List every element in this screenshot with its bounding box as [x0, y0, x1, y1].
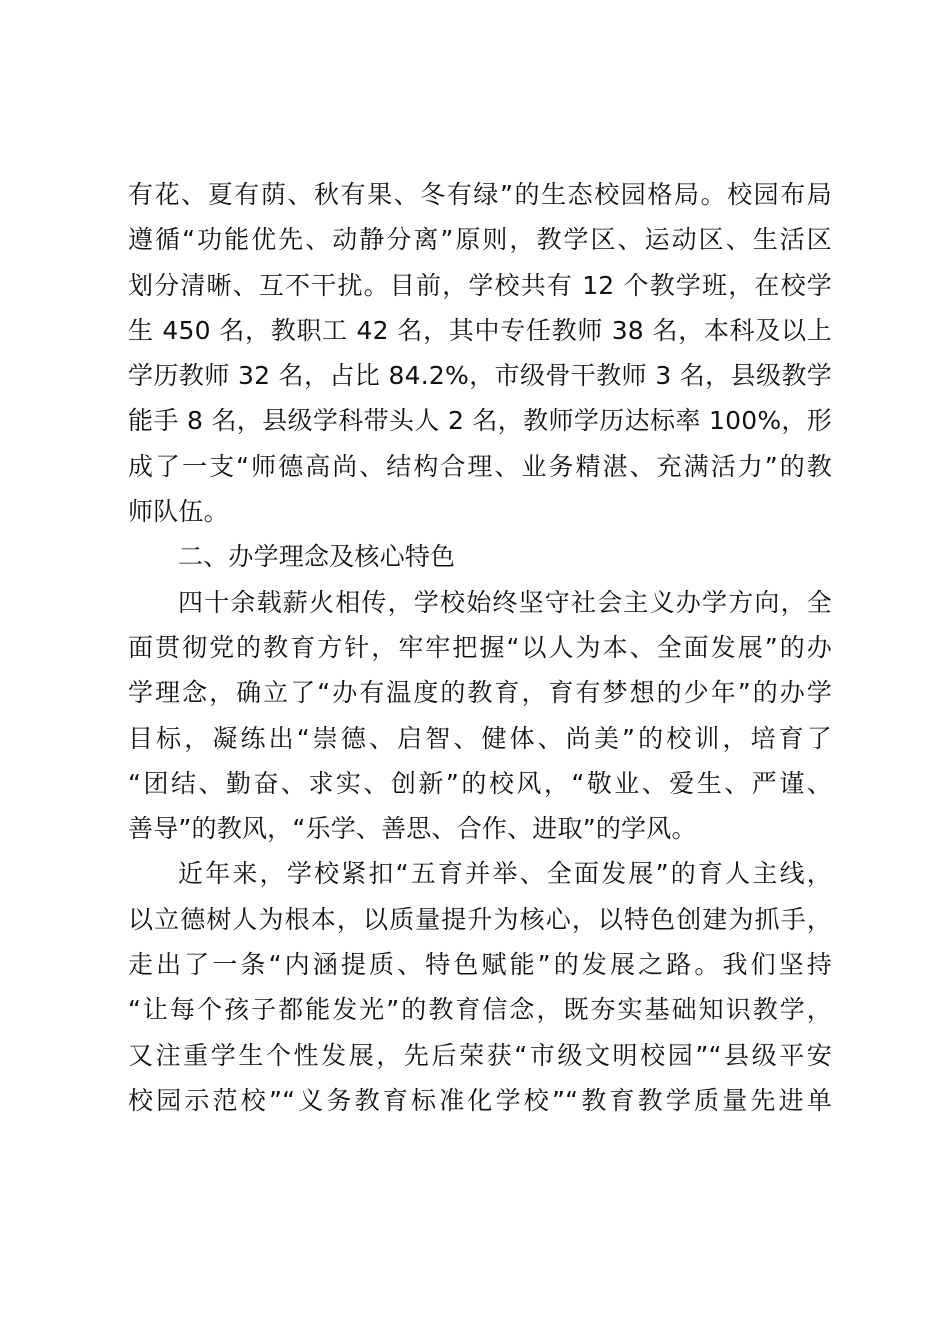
- text-line-3: 划分清晰、互不干扰。目前，学校共有 12 个教学班，在校学: [128, 270, 832, 300]
- text-line-10: 四十余载薪火相传，学校始终坚守社会主义办学方向，全: [178, 587, 832, 617]
- text-line-15: 善导”的教风，“乐学、善思、合作、进取”的学风。: [128, 814, 697, 844]
- text-line-5: 学历教师 32 名，占比 84.2%，市级骨干教师 3 名，县级教学: [128, 361, 833, 391]
- text-line-19: “让每个孩子都能发光”的教育信念，既夯实基础知识教学，: [128, 995, 832, 1025]
- text-line-7: 成了一支“师德高尚、结构合理、业务精湛、充满活力”的教: [128, 451, 832, 481]
- text-line-17: 以立德树人为根本，以质量提升为核心，以特色创建为抓手，: [128, 904, 832, 934]
- text-line-2: 遵循“功能优先、动静分离”原则，教学区、运动区、生活区: [128, 225, 832, 255]
- text-line-11: 面贯彻党的教育方针，牢牢把握“以人为本、全面发展”的办: [128, 632, 832, 662]
- section-heading: 二、办学理念及核心特色: [178, 542, 456, 572]
- text-line-13: 目标，凝练出“崇德、启智、健体、尚美”的校训，培育了: [128, 723, 832, 753]
- text-line-1: 有花、夏有荫、秋有果、冬有绿”的生态校园格局。校园布局: [128, 180, 832, 209]
- document-body: [128, 172, 832, 1123]
- text-line-4: 生 450 名，教职工 42 名，其中专任教师 38 名，本科及以上: [128, 315, 832, 345]
- text-line-6: 能手 8 名，县级学科带头人 2 名，教师学历达标率 100%，形: [128, 406, 832, 436]
- text-line-21: 校园示范校”“义务教育标准化学校”“教育教学质量先进单: [128, 1085, 832, 1115]
- text-line-12: 学理念，确立了“办有温度的教育，育有梦想的少年”的办学: [128, 678, 832, 708]
- text-line-16: 近年来，学校紧扣“五育并举、全面发展”的育人主线，: [178, 859, 832, 889]
- text-line-20: 又注重学生个性发展，先后荣获“市级文明校园”“县级平安: [128, 1040, 832, 1070]
- text-line-8: 师队伍。: [128, 497, 229, 527]
- text-line-14: “团结、勤奋、求实、创新”的校风，“敬业、爱生、严谨、: [128, 768, 832, 798]
- text-line-18: 走出了一条“内涵提质、特色赋能”的发展之路。我们坚持: [128, 950, 832, 980]
